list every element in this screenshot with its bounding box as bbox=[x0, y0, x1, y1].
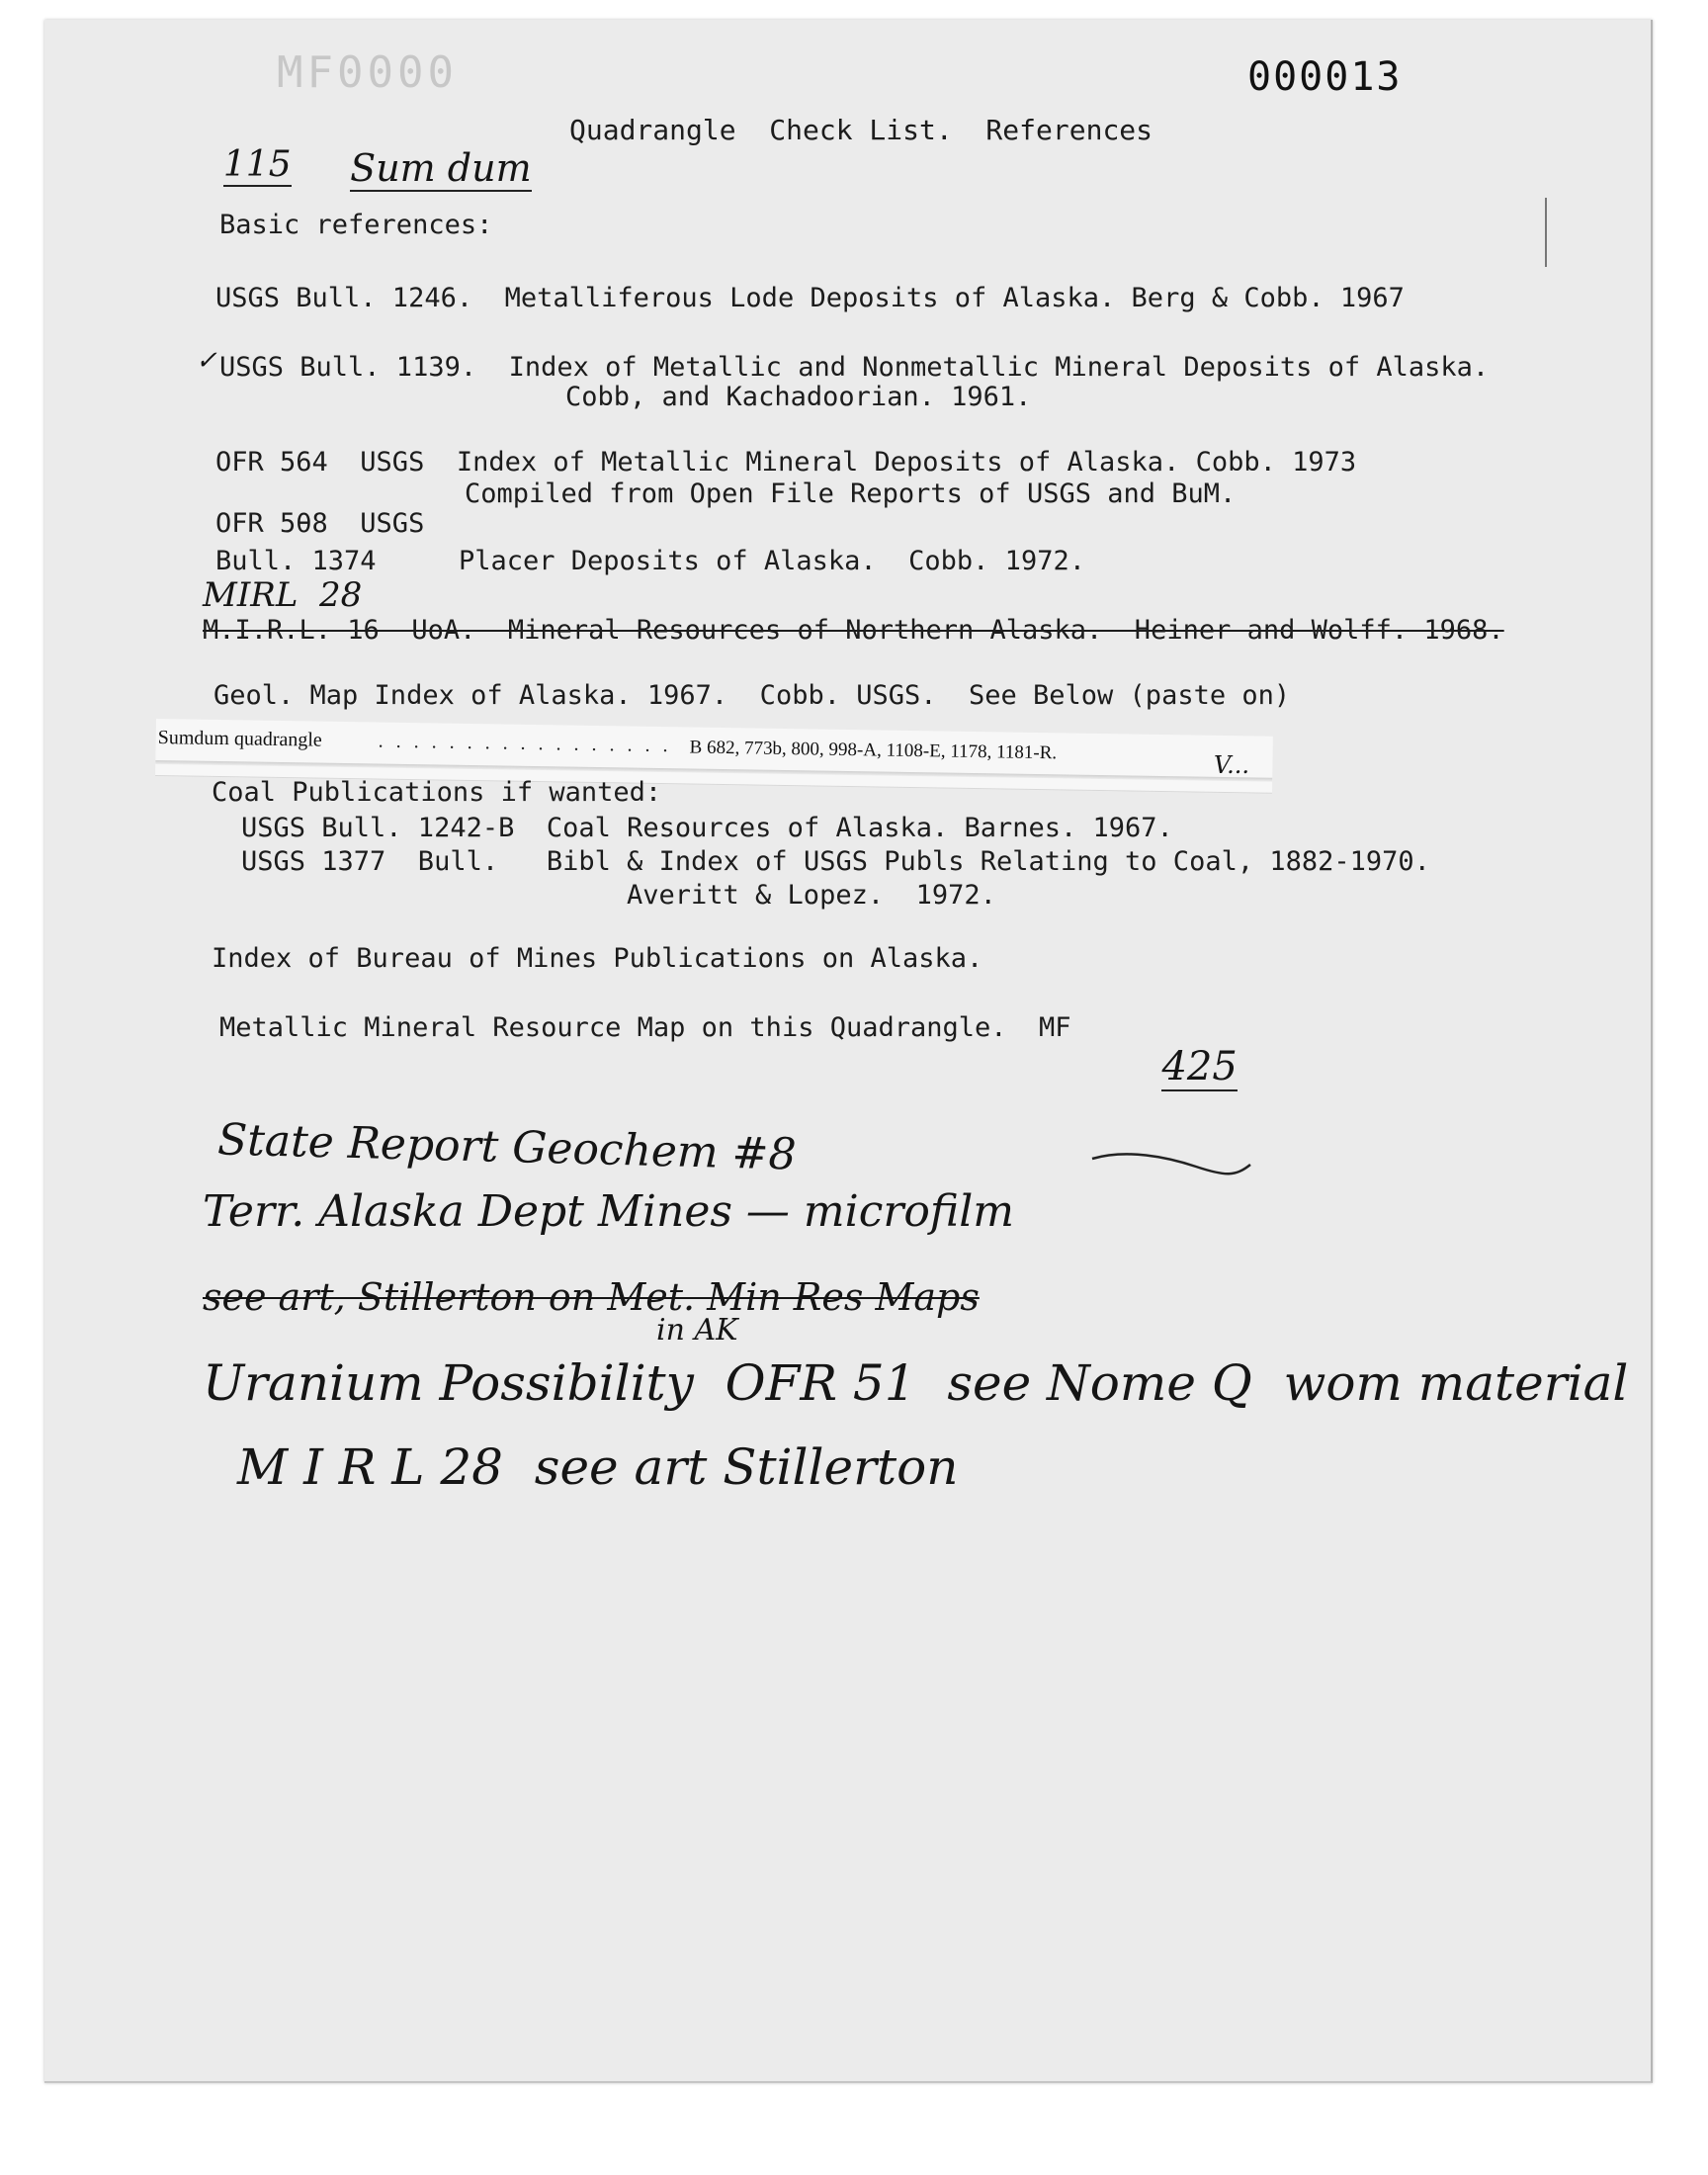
reference-ofr-564-note: Compiled from Open File Reports of USGS and BuM. bbox=[465, 478, 1237, 509]
reference-geol-map-index: Geol. Map Index of Alaska. 1967. Cobb. USGS. See Below (paste on) bbox=[214, 680, 1291, 711]
clipping-leader-dots: . . . . . . . . . . . . . . . . . bbox=[378, 730, 672, 757]
basic-references-heading: Basic references: bbox=[219, 210, 493, 240]
reference-bull-1246: USGS Bull. 1246. Metalliferous Lode Deposits of Alaska. Berg & Cobb. 1967 bbox=[215, 283, 1405, 313]
note-superscript-in-ak: in AK bbox=[656, 1313, 738, 1348]
page-number: 000013 bbox=[1247, 54, 1403, 100]
faint-stamp: MF0000 bbox=[277, 47, 458, 98]
reference-bull-1374-title: Placer Deposits of Alaska. Cobb. 1972. bbox=[459, 546, 1085, 576]
clipping-references: B 682, 773b, 800, 998-A, 1108-E, 1178, 1181-R. bbox=[689, 737, 1058, 764]
reference-bull-1139: USGS Bull. 1139. Index of Metallic and Nonmetallic Mineral Deposits of Alaska. bbox=[219, 352, 1490, 383]
coal-usgs-1377-authors: Averitt & Lopez. 1972. bbox=[627, 880, 996, 911]
clipping-quadrangle-name: Sumdum quadrangle bbox=[157, 727, 322, 751]
handwritten-mirl-28: MIRL 28 bbox=[203, 575, 363, 615]
note-territory-dept-mines: Terr. Alaska Dept Mines — microfilm bbox=[203, 1186, 1015, 1237]
page-title: Quadrangle Check List. References bbox=[569, 114, 1153, 146]
handwritten-quadrangle-name: Sum dum bbox=[350, 146, 532, 190]
reference-bull-1374-label: Bull. 1374 bbox=[215, 546, 377, 576]
metallic-resource-map: Metallic Mineral Resource Map on this Quadrangle. MF bbox=[219, 1012, 1071, 1043]
coal-bull-1242: USGS Bull. 1242-B Coal Resources of Alaska. Barnes. 1967. bbox=[241, 813, 1173, 843]
margin-tick bbox=[1545, 198, 1547, 267]
coal-usgs-1377: USGS 1377 Bull. Bibl & Index of USGS Publs Relating to Coal, 1882-1970. bbox=[241, 846, 1430, 877]
reference-mirl-16-struck: M.I.R.L. 16 UoA. Mineral Resources of Northern Alaska. Heiner and Wolff. 1968. bbox=[203, 615, 1504, 646]
reference-ofr-598: OFR 5θ8 USGS bbox=[215, 508, 425, 539]
coal-heading: Coal Publications if wanted: bbox=[212, 777, 662, 808]
reference-ofr-564: OFR 564 USGS Index of Metallic Mineral Deposits of Alaska. Cobb. 1973 bbox=[215, 447, 1357, 478]
bureau-of-mines-index: Index of Bureau of Mines Publications on Alaska. bbox=[212, 943, 983, 974]
margin-mark: V... bbox=[1214, 751, 1250, 779]
reference-bull-1139-authors: Cobb, and Kachadoorian. 1961. bbox=[565, 382, 1032, 412]
document-sheet bbox=[44, 20, 1653, 2083]
squiggle-mark bbox=[1087, 1147, 1255, 1186]
note-uranium-possibility: Uranium Possibility OFR 51 see Nome Q wom material bbox=[203, 1354, 1629, 1412]
note-struck-see-art: see art, Stillerton on Met. Min Res Maps bbox=[203, 1275, 980, 1319]
note-state-report: State Report Geochem #8 bbox=[216, 1114, 798, 1180]
check-mark: ✓ bbox=[196, 346, 217, 376]
handwritten-mf-number: 425 bbox=[1161, 1044, 1238, 1089]
handwritten-number: 115 bbox=[222, 144, 292, 185]
note-mirl-28-see-art: M I R L 28 see art Stillerton bbox=[237, 1438, 959, 1496]
